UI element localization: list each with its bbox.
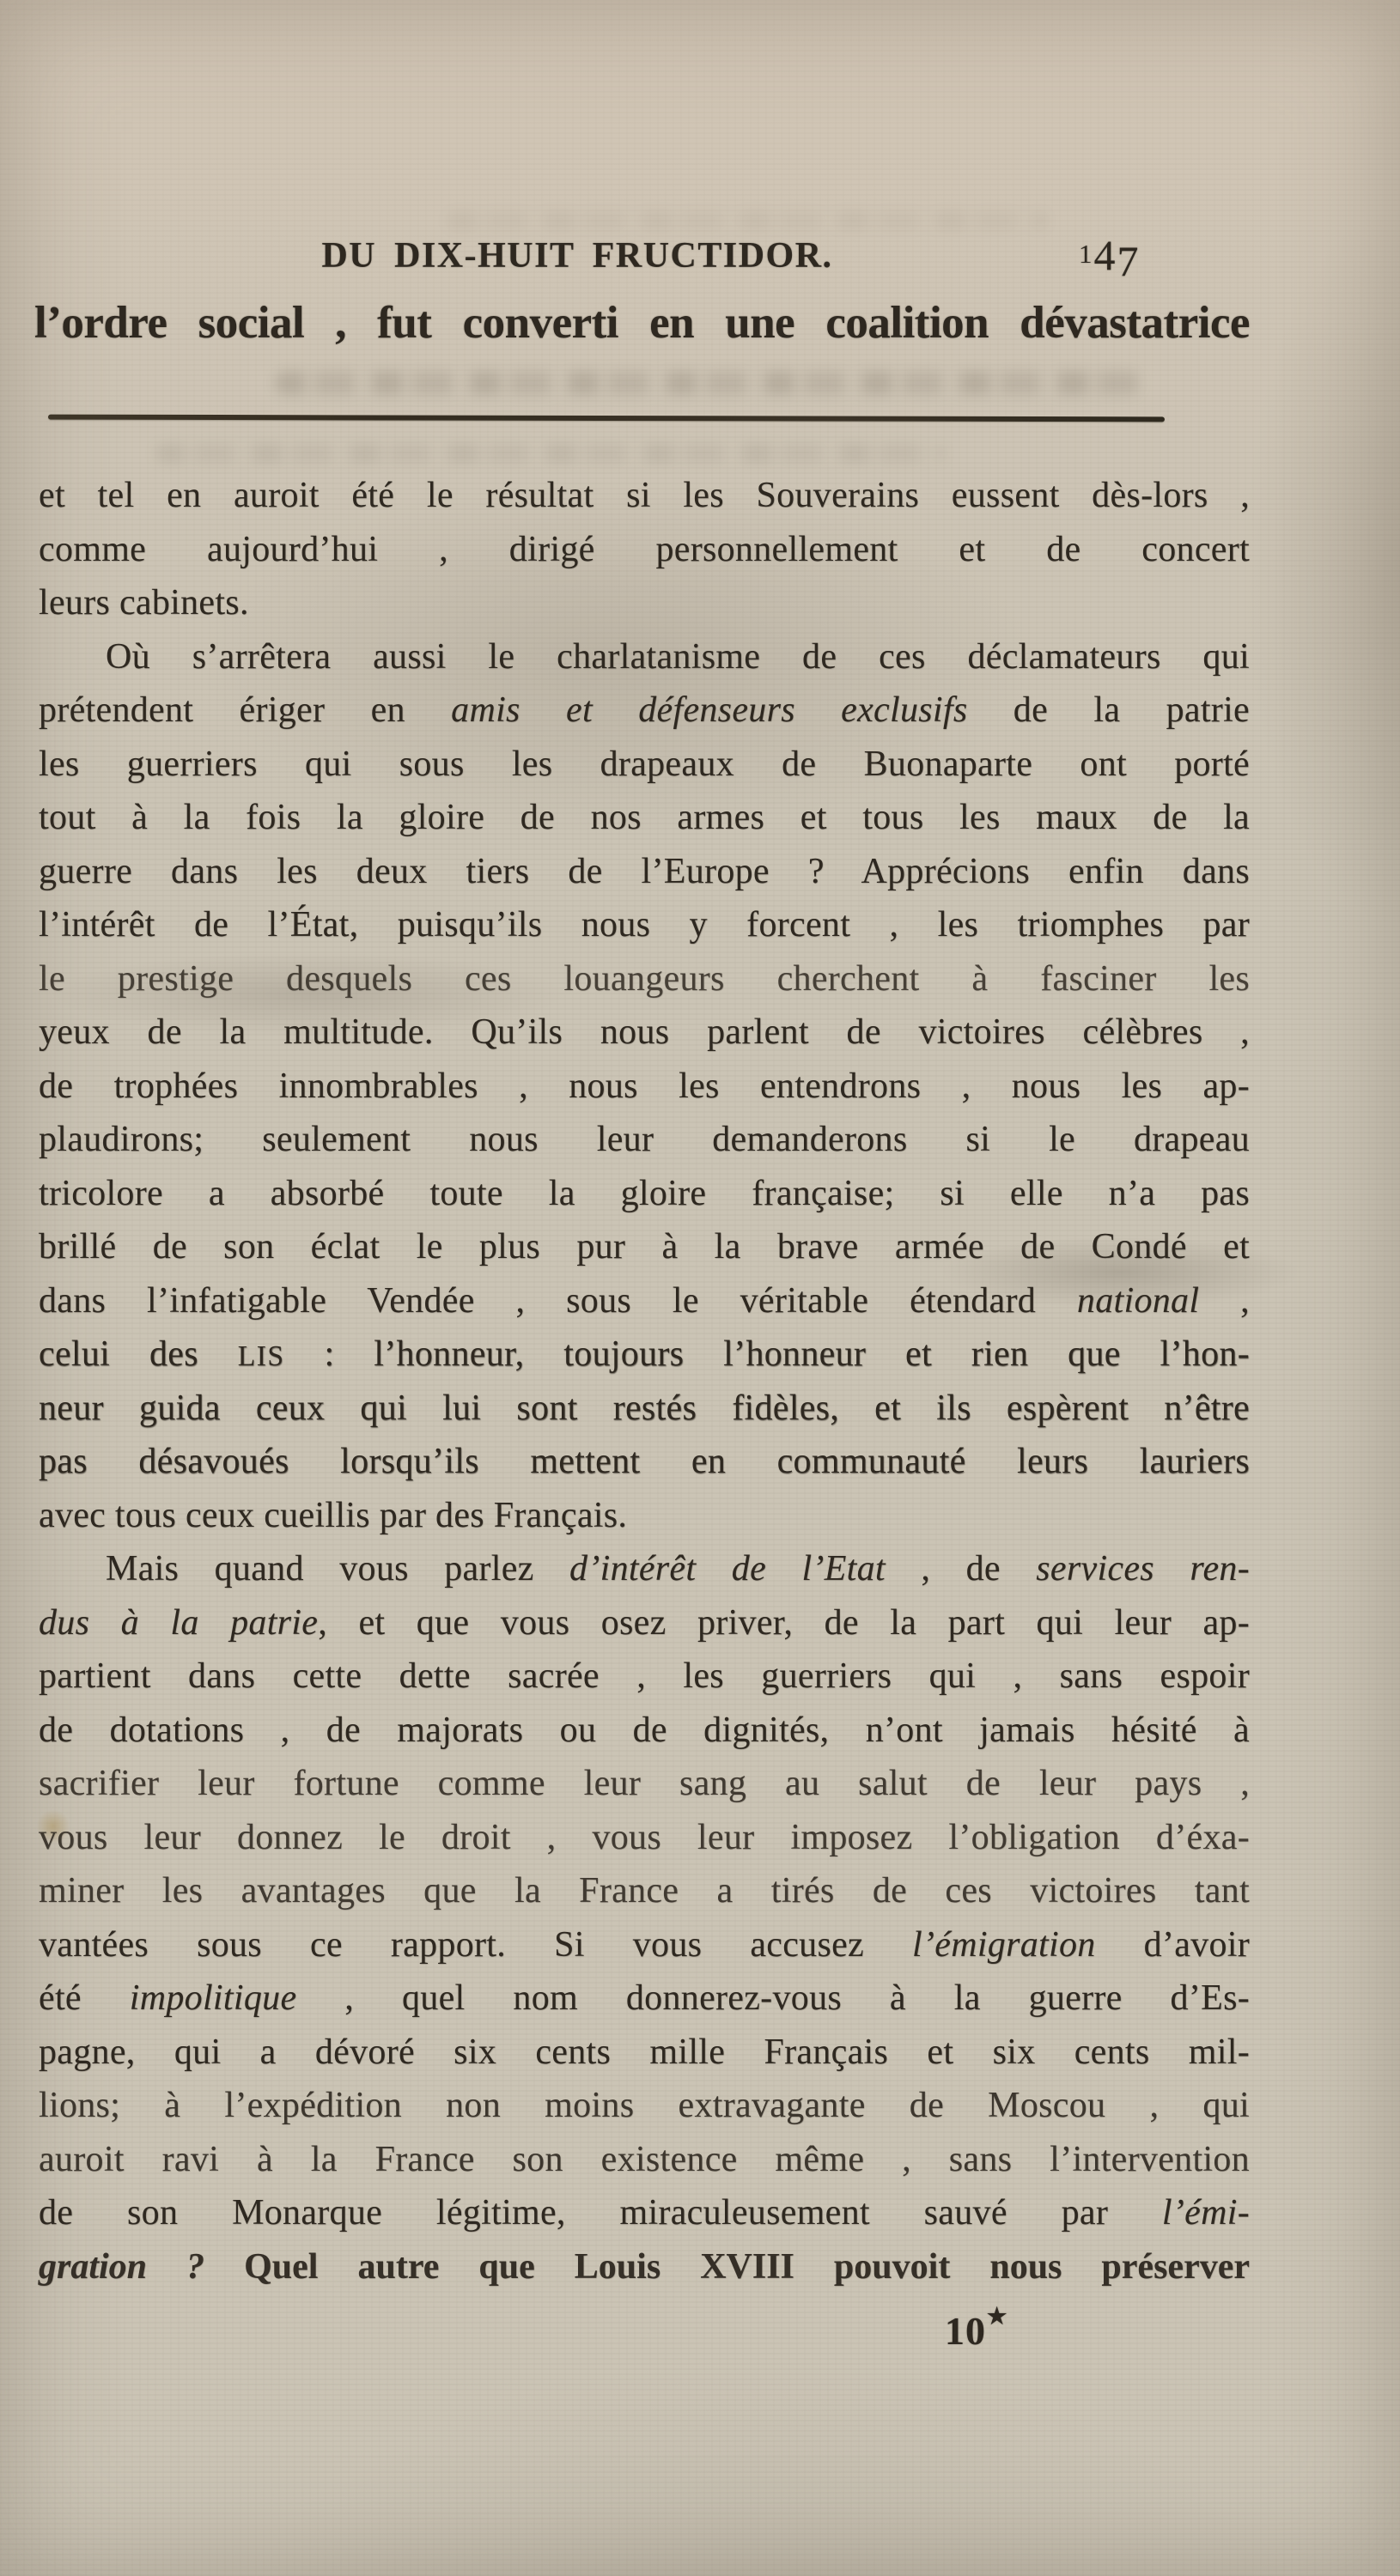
text-segment: Mais quand vous parlez bbox=[106, 1549, 570, 1589]
text-segment: de son Monarque légitime, miraculeusement sauvé par bbox=[39, 2193, 1162, 2233]
text-segment: leurs cabinets. bbox=[39, 583, 249, 623]
text-line bbox=[39, 1167, 1250, 1221]
text-line bbox=[39, 469, 1250, 523]
text-segment: brillé de son éclat le plus pur à la brave armée de Condé et bbox=[39, 1227, 1250, 1267]
text-segment: celui des bbox=[39, 1334, 238, 1374]
bleed-through-stain bbox=[447, 211, 1048, 230]
page-number-digit: 1 bbox=[1079, 239, 1094, 269]
text-segment: pagne, qui a dévoré six cents mille Français et six cents mil- bbox=[39, 2032, 1250, 2072]
text-line bbox=[39, 2133, 1250, 2187]
text-line bbox=[39, 1274, 1250, 1328]
text-line bbox=[39, 1649, 1250, 1704]
text-segment: plaudirons; seulement nous leur demanderons si le drapeau bbox=[39, 1120, 1250, 1159]
text-line bbox=[39, 1542, 1250, 1596]
text-segment: auroit ravi à la France son existence même , sans l’intervention bbox=[39, 2139, 1250, 2179]
italic-segment: gration ? bbox=[39, 2246, 205, 2287]
italic-segment: national bbox=[1076, 1280, 1200, 1321]
page-number bbox=[1079, 230, 1141, 285]
text-line bbox=[39, 1811, 1250, 1865]
text-line bbox=[39, 630, 1250, 684]
signature-number: 10 bbox=[945, 2309, 986, 2353]
text-line bbox=[39, 791, 1250, 845]
text-line bbox=[39, 1971, 1250, 2026]
text-segment: , et que vous osez priver, de la part qui leur ap- bbox=[318, 1602, 1251, 1643]
signature-mark bbox=[945, 2304, 1008, 2354]
text-line bbox=[39, 1918, 1250, 1972]
text-segment: tricolore a absorbé toute la gloire française; si elle n’a pas bbox=[39, 1173, 1250, 1213]
text-line bbox=[39, 1220, 1250, 1274]
text-segment: de dotations , de majorats ou de dignités, n’ont jamais hésité à bbox=[39, 1710, 1250, 1750]
text-line bbox=[39, 1005, 1250, 1060]
text-segment: vous leur donnez le droit , vous leur imposez l’obligation d’éxa- bbox=[39, 1817, 1250, 1857]
text-segment: vantées sous ce rapport. Si vous accusez bbox=[39, 1924, 912, 1965]
text-segment: été bbox=[39, 1978, 130, 2018]
text-segment: dans l’infatigable Vendée , sous le véritable étendard bbox=[39, 1280, 1077, 1321]
text-segment: de la patrie bbox=[967, 690, 1250, 730]
text-line bbox=[39, 2026, 1250, 2080]
text-segment: guerre dans les deux tiers de l’Europe ? Apprécions enfin dans bbox=[39, 851, 1250, 891]
italic-segment: services ren- bbox=[1036, 1549, 1250, 1589]
text-line bbox=[39, 1060, 1250, 1114]
text-line bbox=[39, 1704, 1250, 1758]
text-line bbox=[39, 2079, 1250, 2133]
text-segment: les guerriers qui sous les drapeaux de Buonaparte ont porté bbox=[39, 744, 1250, 784]
text-segment: Où s’arrêtera aussi le charlatanisme de ces déclamateurs qui bbox=[106, 636, 1250, 677]
page-number-digit: 7 bbox=[1117, 237, 1141, 285]
text-segment: sacrifier leur fortune comme leur sang au salut de leur pays , bbox=[39, 1764, 1250, 1803]
text-segment: tout à la fois la gloire de nos armes et tous les maux de la bbox=[39, 798, 1250, 837]
signature-star-icon: ★ bbox=[987, 2304, 1008, 2329]
bleed-through-stain bbox=[275, 371, 1142, 395]
text-segment: et tel en auroit été le résultat si les Souverains eussent dès-lors , bbox=[39, 476, 1250, 515]
text-line bbox=[39, 1327, 1250, 1382]
text-line bbox=[39, 1489, 1250, 1543]
text-line bbox=[39, 952, 1250, 1006]
text-line bbox=[39, 1382, 1250, 1436]
page-number-digit: 4 bbox=[1093, 231, 1117, 279]
text-line bbox=[39, 845, 1250, 899]
italic-segment: amis et défenseurs exclusifs bbox=[451, 690, 968, 730]
text-segment: : l’honneur, toujours l’honneur et rien que l’hon- bbox=[284, 1334, 1250, 1374]
section-rule bbox=[48, 415, 1165, 422]
text-line bbox=[39, 898, 1250, 952]
text-segment: partient dans cette dette sacrée , les guerriers qui , sans espoir bbox=[39, 1656, 1250, 1696]
text-line bbox=[39, 738, 1250, 792]
text-segment: , quel nom donnerez-vous à la guerre d’Es- bbox=[296, 1978, 1250, 2018]
text-line bbox=[39, 2186, 1250, 2240]
catchline: l’ordre social , fut converti en une coalition dévastatrice bbox=[34, 298, 1250, 348]
italic-segment: dus à la patrie bbox=[39, 1602, 319, 1643]
text-segment: comme aujourd’hui , dirigé personnellement et de concert bbox=[39, 529, 1250, 569]
text-segment: neur guida ceux qui lui sont restés fidèles, et ils espèrent n’être bbox=[39, 1388, 1250, 1428]
page-body-text bbox=[39, 469, 1250, 2293]
text-segment: le prestige desquels ces louangeurs cherchent à fasciner les bbox=[39, 958, 1250, 999]
text-segment: de trophées innombrables , nous les entendrons , nous les ap- bbox=[39, 1066, 1250, 1106]
text-segment: prétendent ériger en bbox=[39, 690, 452, 730]
text-segment: , bbox=[1199, 1280, 1250, 1321]
text-segment: miner les avantages que la France a tirés de ces victoires tant bbox=[39, 1871, 1250, 1911]
text-segment: pas désavoués lorsqu’ils mettent en communauté leurs lauriers bbox=[39, 1442, 1250, 1481]
italic-segment: impolitique bbox=[129, 1978, 297, 2018]
text-segment: avec tous ceux cueillis par des Français. bbox=[39, 1495, 628, 1535]
text-segment: lions; à l’expédition non moins extravagante de Moscou , qui bbox=[39, 2086, 1250, 2125]
text-line bbox=[39, 576, 1250, 630]
text-line bbox=[39, 1435, 1250, 1489]
text-line bbox=[39, 1864, 1250, 1918]
text-line bbox=[39, 523, 1250, 577]
bleed-through-stain bbox=[155, 443, 945, 464]
running-header: DU DIX-HUIT FRUCTIDOR. bbox=[321, 236, 833, 276]
italic-segment: l’émigration bbox=[912, 1924, 1096, 1965]
text-line bbox=[39, 1596, 1250, 1650]
text-line bbox=[39, 1757, 1250, 1811]
text-segment: Quel autre que Louis XVIII pouvoit nous préserver bbox=[204, 2246, 1250, 2287]
text-line bbox=[39, 1113, 1250, 1167]
text-line bbox=[39, 2240, 1250, 2294]
text-line bbox=[39, 683, 1250, 738]
italic-segment: d’intérêt de l’Etat bbox=[569, 1549, 886, 1589]
text-segment: l’intérêt de l’État, puisqu’ils nous y forcent , les triomphes par bbox=[39, 905, 1250, 945]
text-segment: d’avoir bbox=[1095, 1924, 1251, 1965]
smallcaps-segment: LIS bbox=[237, 1340, 285, 1372]
text-segment: , de bbox=[885, 1549, 1037, 1589]
italic-segment: l’émi- bbox=[1161, 2193, 1250, 2233]
text-segment: yeux de la multitude. Qu’ils nous parlent de victoires célèbres , bbox=[39, 1012, 1250, 1052]
